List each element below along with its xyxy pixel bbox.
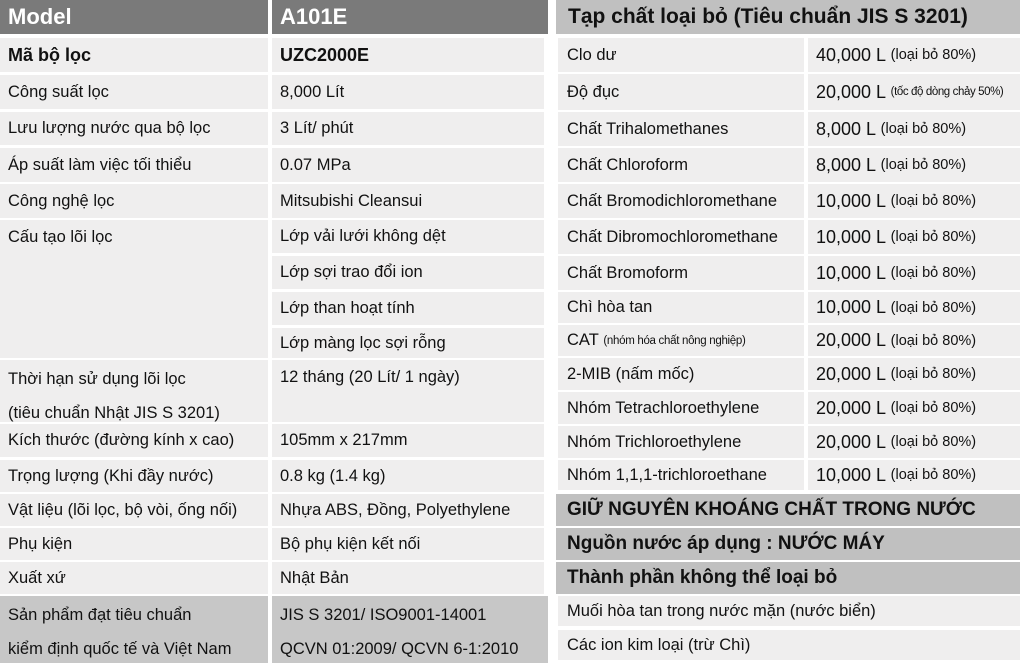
certification-value-line2: QCVN 01:2009/ QCVN 6-1:2010 (280, 640, 519, 658)
impurity-name: Chất Bromodichloromethane (567, 191, 778, 210)
non-removable-item-text: Các ion kim loại (trừ Chì) (567, 635, 751, 654)
removal-row-value (808, 460, 1020, 490)
spec-header-label (0, 0, 268, 34)
impurity-amount: 20,000 L (816, 330, 887, 350)
spec-row-label (0, 528, 268, 560)
pressure-label: Áp suất làm việc tối thiểu (8, 155, 192, 174)
non-removable-item (558, 630, 1020, 660)
spec-row-value (272, 460, 544, 492)
spec-row-value (272, 528, 544, 560)
origin-label: Xuất xứ (8, 568, 66, 587)
structure-layer (272, 220, 544, 253)
removal-row-value (808, 392, 1020, 424)
impurity-amount: 10,000 L (816, 226, 887, 247)
removal-title-text: Tạp chất loại bỏ (Tiêu chuẩn JIS S 3201) (568, 5, 968, 28)
technology-label: Công nghệ lọc (8, 191, 115, 210)
removal-row-value (808, 148, 1020, 182)
spec-row-value (272, 494, 544, 526)
capacity-label: Công suất lọc (8, 82, 109, 101)
spec-row-label (0, 424, 268, 457)
lifetime-label-line2: (tiêu chuẩn Nhật JIS S 3201) (8, 404, 220, 422)
impurity-amount: 10,000 L (816, 464, 887, 485)
spec-row-label (0, 562, 268, 594)
technology-value: Mitsubishi Cleansui (280, 191, 423, 210)
structure-layer (272, 328, 544, 358)
removal-row-value (808, 38, 1020, 72)
dimensions-value: 105mm x 217mm (280, 431, 408, 449)
impurity-note: (loại bỏ 80%) (890, 434, 977, 450)
removal-row-name (558, 460, 804, 490)
structure-layer (272, 292, 544, 325)
structure-label (0, 220, 268, 358)
weight-value: 0.8 kg (1.4 kg) (280, 466, 386, 485)
structure-label-text: Cấu tạo lõi lọc (8, 228, 113, 246)
material-value: Nhựa ABS, Đồng, Polyethylene (280, 500, 511, 519)
impurity-note: (loại bỏ 80%) (890, 47, 977, 63)
origin-value: Nhật Bản (280, 568, 349, 587)
lifetime-label (0, 360, 268, 422)
lifetime-value (272, 360, 544, 422)
non-removable-title-text: Thành phần không thể loại bỏ (567, 567, 838, 588)
lifetime-label-line1: Thời hạn sử dụng lõi lọc (8, 370, 186, 388)
filter-code-value-text: UZC2000E (280, 44, 370, 65)
spec-row-value (272, 424, 544, 457)
accessories-value: Bộ phụ kiện kết nối (280, 534, 421, 553)
spec-row-value (272, 112, 544, 145)
removal-row-value (808, 74, 1020, 110)
spec-row-value (272, 184, 544, 218)
impurity-amount: 8,000 L (816, 154, 877, 175)
impurity-name: Chì hòa tan (567, 298, 653, 316)
dimensions-label: Kích thước (đường kính x cao) (8, 431, 235, 449)
model-value: A101E (280, 4, 348, 29)
mineral-banner (556, 494, 1020, 526)
pressure-value: 0.07 MPa (280, 155, 351, 174)
spec-header-value (272, 0, 548, 34)
spec-row-value (272, 148, 544, 182)
layer-3: Lớp than hoạt tính (280, 299, 415, 317)
removal-row-name (558, 426, 804, 458)
removal-row-name (558, 392, 804, 424)
removal-row-name (558, 325, 804, 356)
removal-row-name (558, 38, 804, 72)
removal-row-value (808, 184, 1020, 218)
flow-rate-label: Lưu lượng nước qua bộ lọc (8, 119, 211, 137)
certification-label (0, 596, 268, 663)
impurity-amount: 20,000 L (816, 81, 887, 102)
impurity-note: (loại bỏ 80%) (890, 299, 977, 316)
certification-value (272, 596, 548, 663)
material-label: Vật liệu (lõi lọc, bộ vòi, ống nối) (8, 500, 238, 519)
impurity-amount: 10,000 L (816, 190, 887, 211)
removal-row-name (558, 292, 804, 323)
spec-row-label (0, 184, 268, 218)
spec-row-value (272, 75, 544, 109)
impurity-note: (loại bỏ 80%) (880, 121, 967, 137)
impurity-note: (loại bỏ 80%) (880, 157, 967, 173)
impurity-name: Chất Chloroform (567, 155, 689, 174)
removal-row-value (808, 112, 1020, 146)
removal-row-name (558, 184, 804, 218)
layer-2: Lớp sợi trao đổi ion (280, 263, 423, 281)
impurity-note: (loại bỏ 80%) (890, 229, 977, 245)
impurity-amount: 10,000 L (816, 297, 887, 317)
certification-label-line2: kiểm định quốc tế và Việt Nam (8, 640, 232, 658)
impurity-amount: 8,000 L (816, 118, 877, 139)
impurity-note: (tốc độ dòng chảy 50%) (890, 86, 1004, 98)
removal-row-name (558, 112, 804, 146)
impurity-note: (loại bỏ 80%) (890, 400, 977, 416)
lifetime-value-text: 12 tháng (20 Lít/ 1 ngày) (280, 368, 460, 386)
spec-row-label (0, 460, 268, 492)
impurity-name: Chất Trihalomethanes (567, 119, 729, 138)
impurity-note: (loại bỏ 80%) (890, 366, 977, 382)
impurity-note: (loại bỏ 80%) (890, 265, 977, 281)
impurity-name: 2-MIB (nấm mốc) (567, 364, 695, 383)
impurity-amount: 20,000 L (816, 397, 887, 418)
impurity-name: Độ đục (567, 82, 620, 101)
layer-4: Lớp màng lọc sợi rỗng (280, 333, 446, 352)
non-removable-title (556, 562, 1020, 594)
impurity-note: (loại bỏ 80%) (890, 332, 977, 349)
filter-code-label-text: Mã bộ lọc (8, 44, 92, 65)
impurity-name: CAT (567, 331, 599, 349)
spec-row-label (0, 112, 268, 145)
spec-row-label (0, 494, 268, 526)
removal-row-name (558, 148, 804, 182)
impurity-name: Nhóm Tetrachloroethylene (567, 398, 760, 417)
water-source-banner (556, 528, 1020, 560)
impurity-name: Nhóm 1,1,1-trichloroethane (567, 465, 767, 484)
removal-row-value (808, 426, 1020, 458)
filter-code-label (0, 38, 268, 72)
model-label: Model (8, 4, 72, 29)
impurity-amount: 20,000 L (816, 363, 887, 384)
impurity-amount: 40,000 L (816, 44, 887, 65)
impurity-amount: 20,000 L (816, 431, 887, 452)
accessories-label: Phụ kiện (8, 534, 73, 553)
removal-row-name (558, 74, 804, 110)
removal-row-value (808, 358, 1020, 390)
certification-label-line1: Sản phẩm đạt tiêu chuẩn (8, 606, 192, 624)
impurity-name: Clo dư (567, 45, 617, 64)
weight-label: Trọng lượng (Khi đầy nước) (8, 466, 214, 485)
certification-value-line1: JIS S 3201/ ISO9001-14001 (280, 606, 487, 624)
mineral-banner-text: GIỮ NGUYÊN KHOÁNG CHẤT TRONG NƯỚC (567, 499, 976, 520)
impurity-note: (loại bỏ 80%) (890, 467, 977, 483)
impurity-name-note: (nhóm hóa chất nông nghiệp) (603, 334, 746, 347)
water-source-banner-text: Nguồn nước áp dụng : NƯỚC MÁY (567, 533, 885, 554)
removal-title (556, 0, 1020, 34)
filter-code-value (272, 38, 544, 72)
removal-row-value (808, 220, 1020, 254)
removal-row-name (558, 358, 804, 390)
spec-row-label (0, 148, 268, 182)
removal-row-value (808, 292, 1020, 323)
removal-row-value (808, 325, 1020, 356)
impurity-name: Chất Bromoform (567, 263, 689, 282)
non-removable-item (558, 596, 1020, 626)
impurity-amount: 10,000 L (816, 262, 887, 283)
removal-row-name (558, 220, 804, 254)
capacity-value: 8,000 Lít (280, 82, 345, 101)
impurity-name: Chất Dibromochloromethane (567, 227, 778, 246)
layer-1: Lớp vải lưới không dệt (280, 227, 446, 245)
spec-row-label (0, 75, 268, 109)
removal-row-name (558, 256, 804, 290)
non-removable-item-text: Muối hòa tan trong nước mặn (nước biển) (567, 601, 876, 620)
impurity-note: (loại bỏ 80%) (890, 193, 977, 209)
structure-layer (272, 256, 544, 289)
flow-rate-value: 3 Lít/ phút (280, 119, 354, 137)
spec-row-value (272, 562, 544, 594)
impurity-name: Nhóm Trichloroethylene (567, 432, 742, 451)
removal-row-value (808, 256, 1020, 290)
